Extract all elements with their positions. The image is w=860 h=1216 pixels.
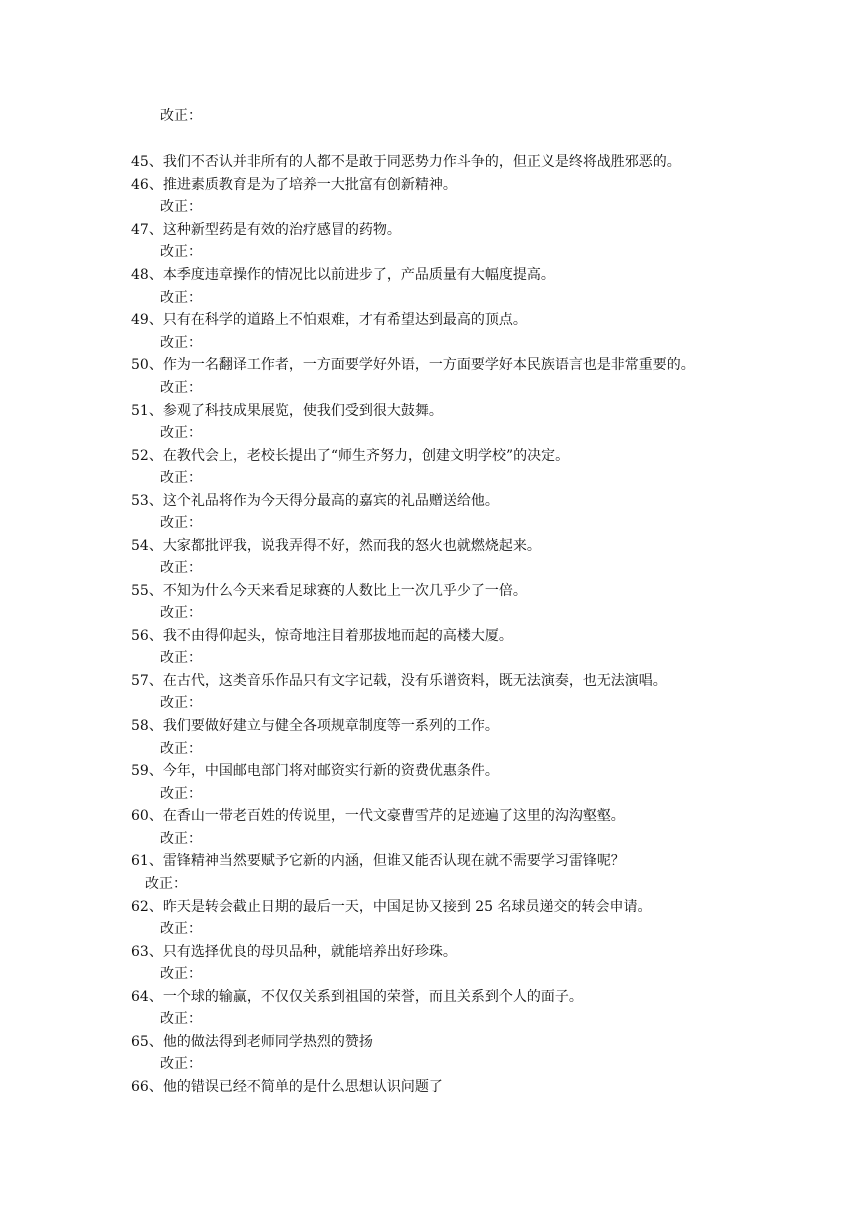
correction-label: 改正：	[160, 515, 202, 531]
correction-label: 改正：	[160, 1011, 202, 1027]
question-62: 62、昨天是转会截止日期的最后一天，中国足协又接到 25 名球员递交的转会申请。	[131, 899, 652, 915]
question-61: 61、雷锋精神当然要赋予它新的内涵，但谁又能否认现在就不需要学习雷锋呢？	[131, 853, 625, 869]
question-54: 54、大家都批评我，说我弄得不好，然而我的怒火也就燃烧起来。	[131, 538, 541, 554]
correction-label: 改正：	[160, 108, 202, 124]
correction-label: 改正：	[160, 786, 202, 802]
correction-label: 改正：	[160, 1056, 202, 1072]
correction-label: 改正：	[160, 695, 202, 711]
question-53: 53、这个礼品将作为今天得分最高的嘉宾的礼品赠送给他。	[131, 493, 499, 509]
correction-label: 改正：	[160, 741, 202, 757]
question-58: 58、我们要做好建立与健全各项规章制度等一系列的工作。	[131, 718, 499, 734]
correction-label: 改正：	[160, 335, 202, 351]
question-63: 63、只有选择优良的母贝品种，就能培养出好珍珠。	[131, 944, 457, 960]
question-59: 59、今年，中国邮电部门将对邮资实行新的资费优惠条件。	[131, 763, 499, 779]
question-50: 50、作为一名翻译工作者，一方面要学好外语，一方面要学好本民族语言也是非常重要的。	[131, 357, 695, 373]
correction-label: 改正：	[160, 831, 202, 847]
question-66: 66、他的错误已经不简单的是什么思想认识问题了	[131, 1079, 443, 1095]
correction-label: 改正：	[160, 470, 202, 486]
question-60: 60、在香山一带老百姓的传说里，一代文豪曹雪芹的足迹遍了这里的沟沟壑壑。	[131, 808, 625, 824]
correction-label: 改正：	[160, 199, 202, 215]
correction-label: 改正：	[160, 560, 202, 576]
question-48: 48、本季度违章操作的情况比以前进步了，产品质量有大幅度提高。	[131, 267, 555, 283]
correction-label: 改正：	[160, 290, 202, 306]
question-51: 51、参观了科技成果展览，使我们受到很大鼓舞。	[131, 403, 443, 419]
question-56: 56、我不由得仰起头，惊奇地注目着那拔地而起的高楼大厦。	[131, 628, 513, 644]
correction-label: 改正：	[160, 966, 202, 982]
question-47: 47、这种新型药是有效的治疗感冒的药物。	[131, 222, 401, 238]
question-64: 64、一个球的输赢，不仅仅关系到祖国的荣誉，而且关系到个人的面子。	[131, 989, 583, 1005]
correction-label: 改正：	[160, 921, 202, 937]
question-46: 46、推进素质教育是为了培养一大批富有创新精神。	[131, 177, 457, 193]
correction-label: 改正：	[160, 605, 202, 621]
question-65: 65、他的做法得到老师同学热烈的赞扬	[131, 1034, 373, 1050]
correction-label: 改正：	[160, 425, 202, 441]
question-57: 57、在古代，这类音乐作品只有文字记载，没有乐谱资料，既无法演奏，也无法演唱。	[131, 673, 667, 689]
correction-label: 改正：	[145, 876, 187, 892]
question-49: 49、只有在科学的道路上不怕艰难，才有希望达到最高的顶点。	[131, 312, 527, 328]
question-45: 45、我们不否认并非所有的人都不是敢于同恶势力作斗争的，但正义是终将战胜邪恶的。	[131, 154, 681, 170]
correction-label: 改正：	[160, 244, 202, 260]
correction-label: 改正：	[160, 650, 202, 666]
correction-label: 改正：	[160, 380, 202, 396]
question-55: 55、不知为什么今天来看足球赛的人数比上一次几乎少了一倍。	[131, 583, 527, 599]
question-52: 52、在教代会上，老校长提出了“师生齐努力，创建文明学校”的决定。	[131, 448, 570, 464]
